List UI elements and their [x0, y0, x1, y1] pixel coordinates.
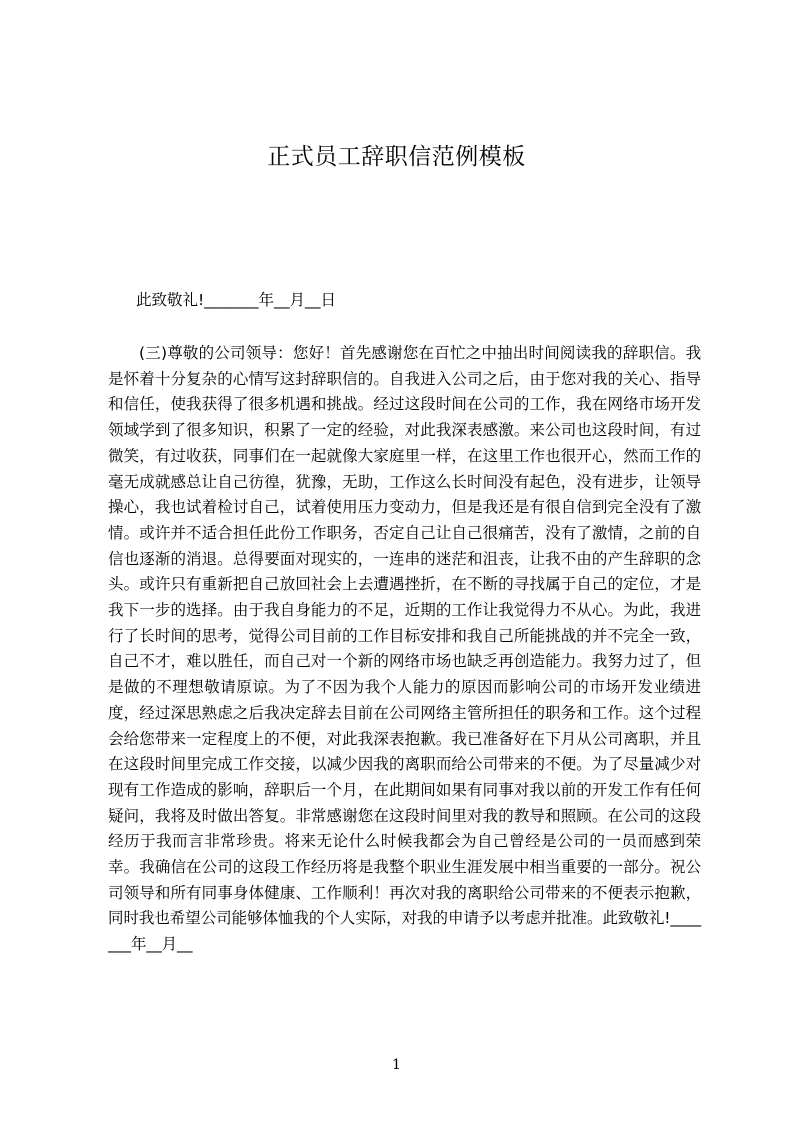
- closing-salutation-line: 此致敬礼!_______年__月__日: [136, 291, 336, 309]
- document-title: 正式员工辞职信范例模板: [267, 144, 526, 170]
- letter-body-paragraph: (三)尊敬的公司领导：您好！首先感谢您在百忙之中抽出时间阅读我的辞职信。我是怀着十分复杂的心情写这封辞职信的。自我进入公司之后，由于您对我的关心、指导和信任，使我获得了很多机遇和挑战。经过这段时间在公司的工作，我在网络市场开发领域学到了很多知识，积累了一定的经验，对此我深表感激。来公司也这段时间，有过微笑，有过收获，同事们在一起就像大家庭里一样，在这里工作也很开心，然而工作的毫无成就感总让自己彷徨，犹豫，无助，工作这么长时间没有起色，没有进步，让领导操心，我也试着检讨自己，试着使用压力变动力，但是我还是有很自信到完全没有了激情。或许并不适合担任此份工作职务，否定自己让自己很痛苦，没有了激情，之前的自信也逐渐的消退。总得要面对现实的，一连串的迷茫和沮丧，让我不由的产生辞职的念头。或许只有重新把自己放回社会上去遭遇挫折，在不断的寻找属于自己的定位，才是我下一步的选择。由于我自身能力的不足，近期的工作让我觉得力不从心。为此，我进行了长时间的思考，觉得公司目前的工作目标安排和我自己所能挑战的并不完全一致，自己不才，难以胜任，而自己对一个新的网络市场也缺乏再创造能力。我努力过了，但是做的不理想敬请原谅。为了不因为我个人能力的原因而影响公司的市场开发业绩进度，经过深思熟虑之后我决定辞去目前在公司网络主管所担任的职务和工作。这个过程会给您带来一定程度上的不便，对此我深表抱歉。我已准备好在下月从公司离职，并且在这段时间里完成工作交接，以减少因我的离职而给公司带来的不便。为了尽量减少对现有工作造成的影响，辞职后一个月，在此期间如果有同事对我以前的开发工作有任何疑问，我将及时做出答复。非常感谢您在这段时间里对我的教导和照顾。在公司的这段经历于我而言非常珍贵。将来无论什么时候我都会为自己曾经是公司的一员而感到荣幸。我确信在公司的这段工作经历将是我整个职业生涯发展中相当重要的一部分。祝公司领导和所有同事身体健康、工作顺利！再次对我的离职给公司带来的不便表示抱歉，同时我也希望公司能够体恤我的个人实际，对我的申请予以考虑并批准。此致敬礼!_______年__月__: [108, 344, 701, 954]
- page-number: 1: [392, 1057, 401, 1073]
